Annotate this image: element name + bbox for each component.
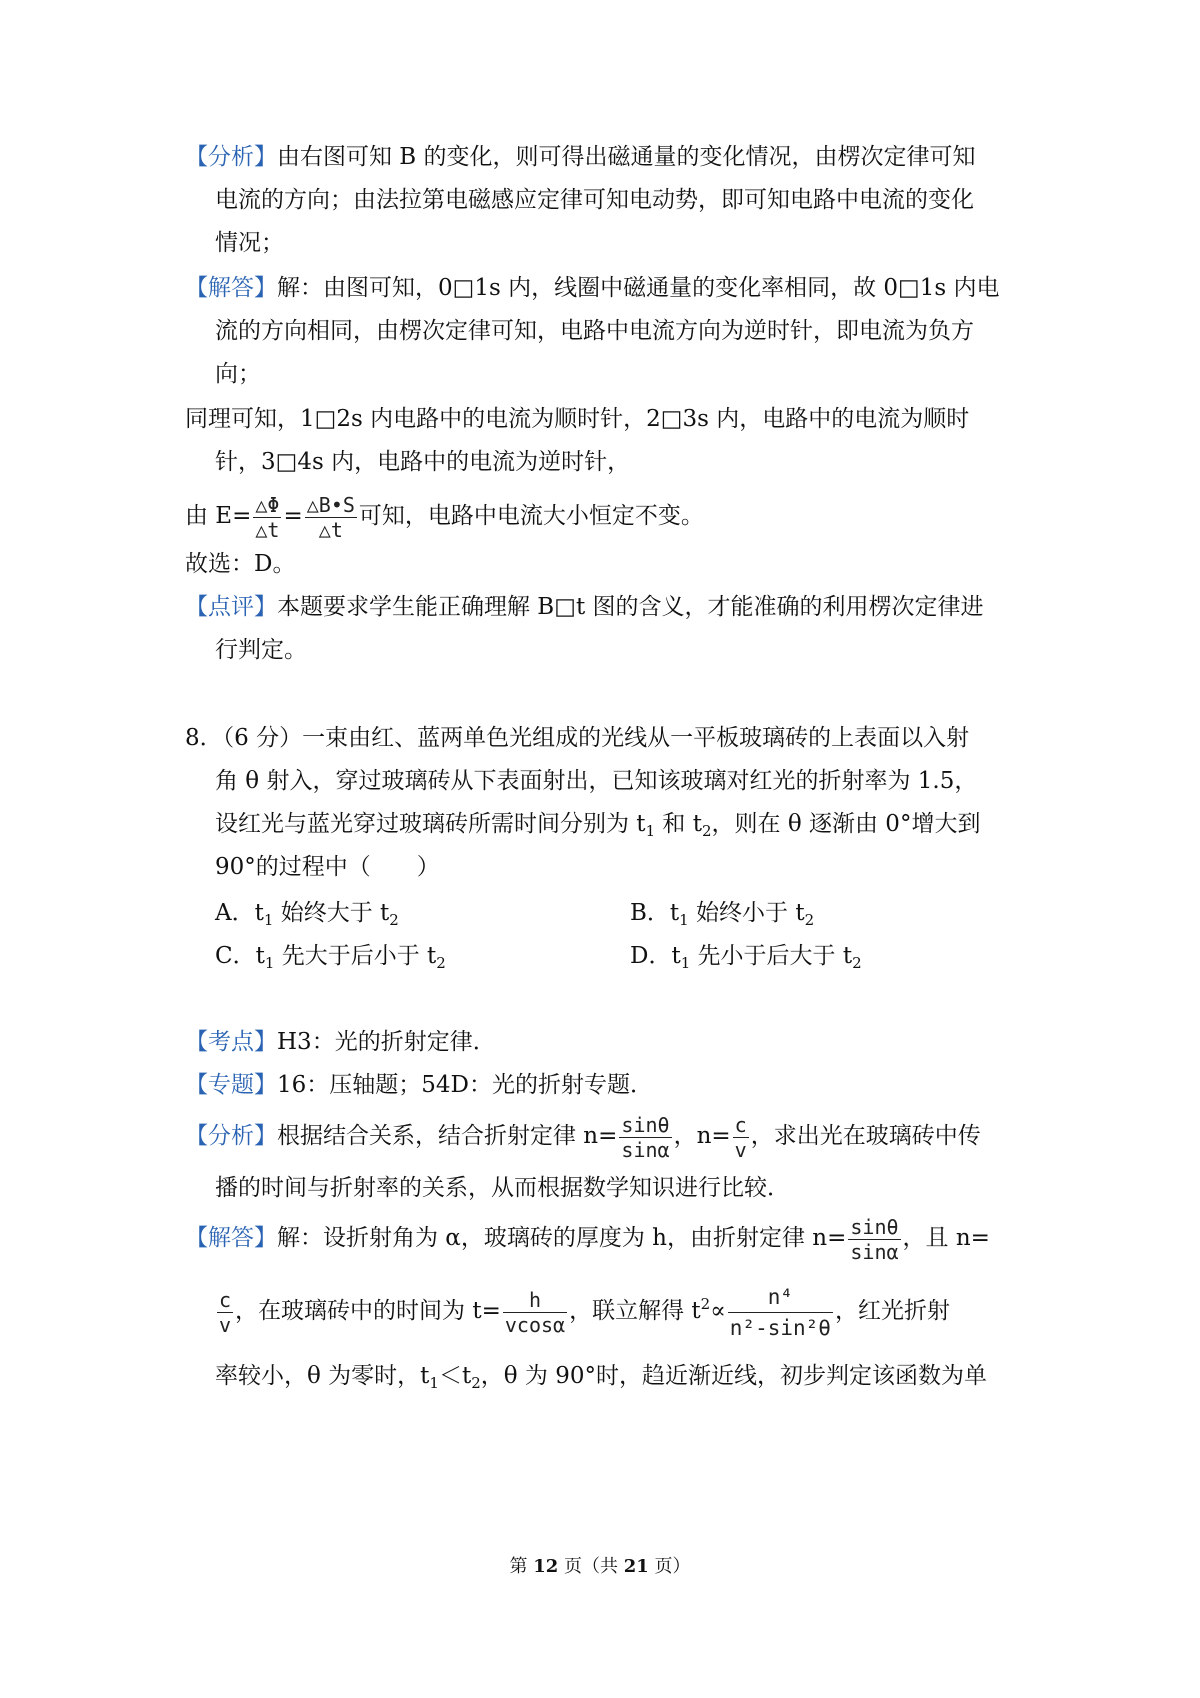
equals: =	[283, 503, 303, 529]
fraction-c-over-v	[217, 1288, 233, 1337]
q7-answer-line-3: 向；	[215, 361, 261, 387]
q8-answer-line-2	[215, 1275, 1055, 1347]
subscript: 1	[679, 911, 689, 929]
text: ，联立解得 t	[569, 1298, 701, 1324]
q8-stem-line-3	[215, 808, 1055, 840]
subscript: 2	[804, 911, 815, 929]
denominator: △t	[318, 517, 343, 542]
text: H3：光的折射定律．	[277, 1029, 496, 1055]
q7-analysis-line-3: 情况；	[215, 230, 284, 256]
fraction-sin-theta-over-sin-alpha	[619, 1113, 671, 1162]
q7-answer-line-1	[185, 272, 1025, 304]
text: A．t	[215, 900, 264, 926]
q7-answer-line-2: 流的方向相同，由楞次定律可知，电路中电流方向为逆时针，即电流为负方	[215, 318, 974, 344]
subscript: 1	[263, 911, 274, 929]
q7-answer-line-5: 针，3□4s 内，电路中的电流为逆时针，	[215, 449, 631, 475]
option-d[interactable]	[630, 940, 862, 972]
page-number: 12	[533, 1556, 559, 1577]
text: B．t	[630, 900, 680, 926]
denominator: v	[219, 1312, 232, 1337]
subscript: 1	[645, 822, 656, 840]
text: 设红光与蓝光穿过玻璃砖所需时间分别为 t	[215, 811, 646, 837]
denominator: vcosα	[504, 1312, 566, 1337]
denominator: v	[734, 1137, 747, 1162]
subscript: 1	[429, 1374, 439, 1392]
proportional-symbol: ∝	[710, 1298, 726, 1324]
answer-label: 【解答】	[185, 275, 277, 301]
denominator: n²-sin²θ	[729, 1315, 831, 1340]
fraction-c-over-v	[733, 1113, 749, 1162]
subscript: 2	[436, 954, 446, 972]
text: 可知，电路中电流大小恒定不变。	[358, 503, 704, 529]
comment-label: 【点评】	[185, 594, 277, 620]
text: ，在玻璃砖中的时间为 t=	[235, 1298, 501, 1324]
text: 由右图可知 B 的变化，则可得出磁通量的变化情况，由楞次定律可知	[277, 144, 976, 170]
q8-analysis-line-2: 播的时间与折射率的关系，从而根据数学知识进行比较．	[215, 1175, 790, 1201]
denominator: sinα	[621, 1137, 670, 1162]
subscript: 1	[264, 954, 275, 972]
numerator: △B•S	[306, 492, 355, 517]
q7-comment-line-1	[185, 591, 1025, 623]
text: 第	[509, 1556, 534, 1577]
q8-stem-line-2: 角 θ 射入，穿过玻璃砖从下表面射出，已知该玻璃对红光的折射率为 1.5，	[215, 768, 978, 794]
fraction-h-over-vcos-alpha	[503, 1288, 567, 1337]
numerator: n⁴	[728, 1282, 833, 1313]
q7-analysis-line-2: 电流的方向；由法拉第电磁感应定律可知电动势，即可知电路中电流的变化	[215, 187, 974, 213]
q7-choice: 故选：D。	[185, 551, 296, 577]
numerator: c	[219, 1287, 232, 1312]
subscript: 2	[701, 822, 712, 840]
analysis-label: 【分析】	[185, 144, 277, 170]
denominator: △t	[255, 517, 280, 542]
q8-kaodian	[185, 1026, 1025, 1058]
subscript: 1	[680, 954, 691, 972]
text: ＜t	[438, 1363, 472, 1389]
text: ，求出光在玻璃砖中传	[750, 1123, 981, 1149]
zhuanti-label: 【专题】	[185, 1072, 277, 1098]
fraction-sin-theta-over-sin-alpha	[848, 1215, 900, 1264]
numerator: △Φ	[255, 492, 280, 517]
analysis-label: 【分析】	[185, 1123, 277, 1149]
text: 解：由图可知，0□1s 内，线圈中磁通量的变化率相同，故 0□1s 内电	[277, 275, 1000, 301]
text: 本题要求学生能正确理解 B□t 图的含义，才能准确的利用楞次定律进	[277, 594, 984, 620]
subscript: 2	[471, 1374, 481, 1392]
denominator: sinα	[850, 1239, 899, 1264]
numerator: sinθ	[621, 1112, 670, 1137]
fraction-dbs-dt	[305, 493, 357, 542]
text: D．t	[630, 943, 681, 969]
q8-answer-line-3	[215, 1360, 1055, 1392]
text: 始终小于 t	[688, 900, 805, 926]
subscript: 2	[389, 911, 399, 929]
q8-answer-line-1	[185, 1210, 1025, 1266]
q8-analysis-line-1	[185, 1108, 1025, 1164]
superscript: 2	[700, 1295, 711, 1313]
q8-stem-line-1: 8．（6 分）一束由红、蓝两单色光组成的光线从一平板玻璃砖的上表面以入射	[185, 725, 970, 751]
text: 率较小，θ 为零时，t	[215, 1363, 430, 1389]
text: 16：压轴题；54D：光的折射专题．	[277, 1072, 653, 1098]
q7-emf-formula-line	[185, 490, 1025, 542]
text: 先小于后大于 t	[690, 943, 853, 969]
text: ，θ 为 90°时，趋近渐近线，初步判定该函数为单	[480, 1363, 987, 1389]
total-pages: 21	[623, 1556, 649, 1577]
text: 解：设折射角为 α，玻璃砖的厚度为 h，由折射定律 n=	[277, 1225, 847, 1251]
q7-analysis-line-1	[185, 141, 1025, 173]
option-c[interactable]	[215, 940, 446, 972]
text: ，则在 θ 逐渐由 0°增大到	[711, 811, 981, 837]
numerator: h	[503, 1288, 567, 1313]
option-b[interactable]	[630, 897, 814, 929]
fraction-n4-over-n2-minus-sin2-theta	[728, 1282, 833, 1343]
q7-answer-line-4: 同理可知，1□2s 内电路中的电流为顺时针，2□3s 内，电路中的电流为顺时	[185, 406, 970, 432]
text: 先大于后小于 t	[274, 943, 437, 969]
kaodian-label: 【考点】	[185, 1029, 277, 1055]
numerator: sinθ	[850, 1214, 899, 1239]
q8-zhuanti	[185, 1069, 1025, 1101]
text: 页（共	[558, 1556, 624, 1577]
text: C．t	[215, 943, 265, 969]
option-a[interactable]	[215, 897, 399, 929]
text: ，n=	[673, 1123, 731, 1149]
text: ，红光折射	[834, 1298, 950, 1324]
text: 始终大于 t	[273, 900, 390, 926]
text: 页）	[648, 1556, 691, 1577]
fraction-dphi-dt	[253, 493, 281, 542]
q8-stem-line-4: 90°的过程中（ ）	[215, 854, 440, 880]
text: 根据结合关系，结合折射定律 n=	[277, 1123, 618, 1149]
text: ，且 n=	[902, 1225, 990, 1251]
answer-label: 【解答】	[185, 1225, 277, 1251]
page-footer	[0, 1555, 1200, 1579]
text: 由 E=	[185, 503, 252, 529]
numerator: c	[734, 1112, 747, 1137]
q7-comment-line-2: 行判定。	[215, 637, 307, 663]
text: 和 t	[655, 811, 702, 837]
subscript: 2	[852, 954, 862, 972]
